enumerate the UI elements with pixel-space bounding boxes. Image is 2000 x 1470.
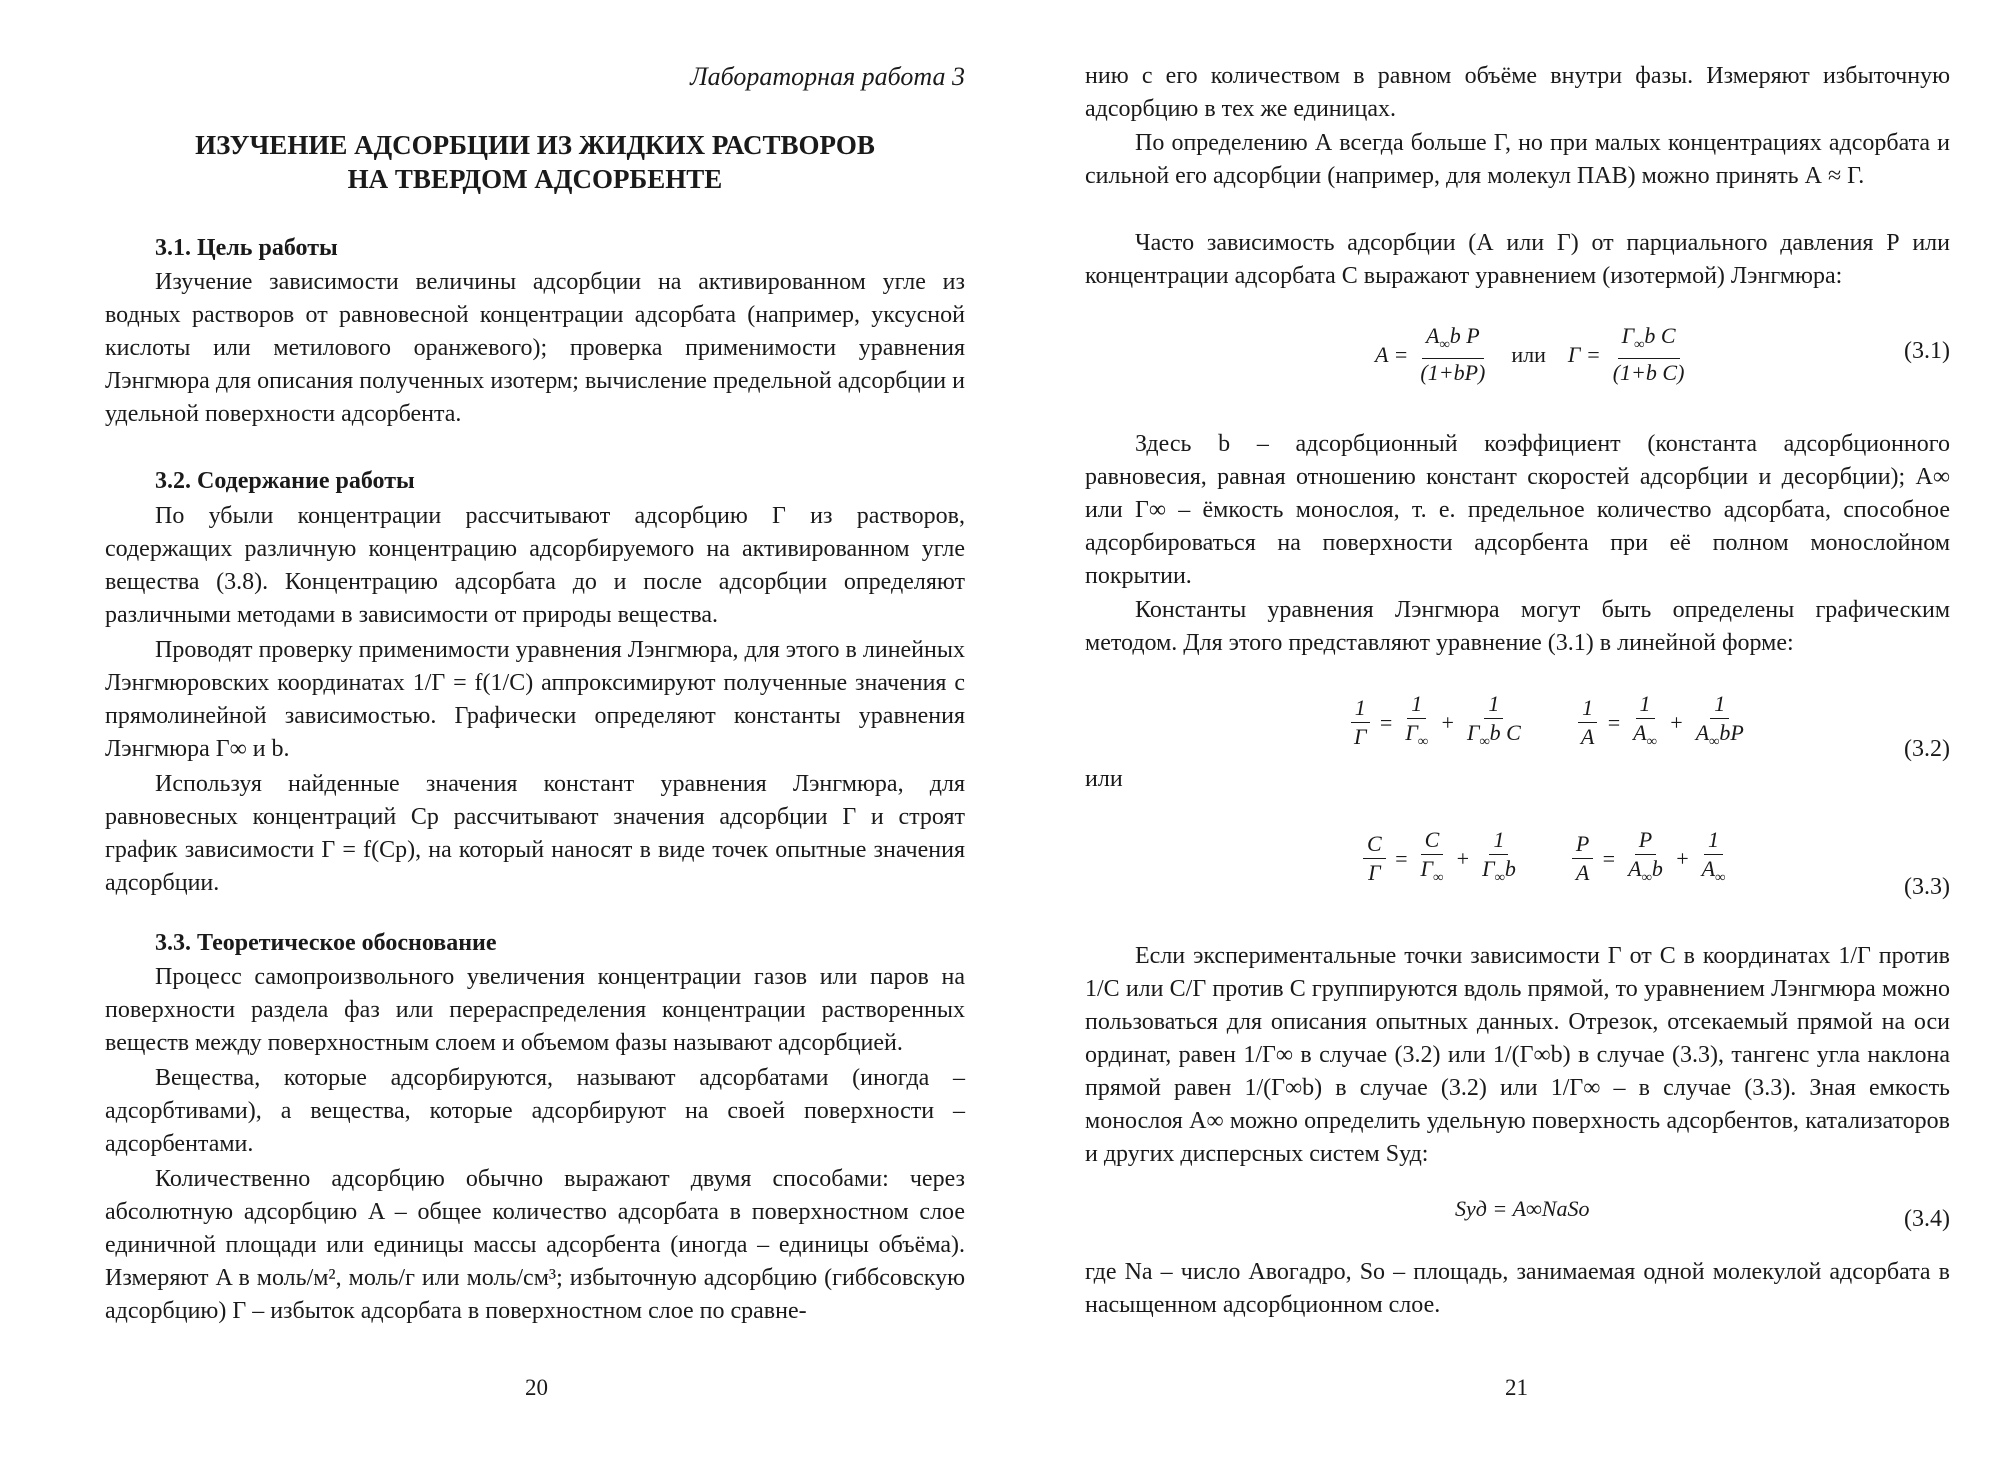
right-page	[1085, 0, 1950, 1470]
section-3-3-heading: 3.3. Теоретическое обоснование	[155, 930, 497, 956]
or-label: или	[1085, 766, 1123, 792]
title-line-1: ИЗУЧЕНИЕ АДСОРБЦИИ ИЗ ЖИДКИХ РАСТВОРОВ	[195, 130, 875, 160]
paragraph-avogadro: где Na – число Авогадро, So – площадь, занимаемая одной молекулой адсорбата в насыщенном адсорбционном слое.	[1085, 1259, 1950, 1318]
equation-number-3-2: (3.2)	[1904, 736, 1950, 762]
equation-number-3-1: (3.1)	[1904, 338, 1950, 364]
running-head: Лабораторная работа 3	[690, 62, 965, 91]
paragraph-coefficients: Здесь b – адсорбционный коэффициент (константа адсорбционного равновесия, равная отношению констант скоростей адсорбции и десорбции); A∞ или Г∞ – ёмкость монослоя, т. е. предельное количество адсорбата, способное адсорбироваться на поверхности адсорбента при её полном монослойном покрытии.	[1085, 431, 1950, 589]
paragraph-langmuir-intro: Часто зависимость адсорбции (А или Г) от парциального давления Р или концентрации адсорбата С выражают уравнением (изотермой) Лэнгмюра:	[1085, 230, 1950, 289]
chapter-title	[105, 128, 965, 196]
section-3-2-paragraph-2: Проводят проверку применимости уравнения Лэнгмюра, для этого в линейных Лэнгмюровских координатах 1/Г = f(1/C) аппроксимируют полученные значения с прямолинейной зависимостью. Графически определяют константы уравнения Лэнгмюра Г∞ и b.	[105, 637, 965, 762]
section-3-2-paragraph-1: По убыли концентрации рассчитывают адсорбцию Г из растворов, содержащих различную концентрацию адсорбируемого на активированном угле вещества (3.8). Концентрацию адсорбата до и после адсорбции определяют различными методами в зависимости от природы вещества.	[105, 503, 965, 628]
section-3-2-heading: 3.2. Содержание работы	[155, 468, 415, 494]
section-3-1-text: Изучение зависимости величины адсорбции на активированном угле из водных растворов от равновесной концентрации адсорбата (например, уксусной кислоты или метилового оранжевого); проверка применимости уравнения Лэнгмюра для описания полученных изотерм; вычисление предельной адсорбции и удельной поверхности адсорбента.	[105, 269, 965, 427]
left-page	[105, 0, 965, 1470]
page-number-left: 20	[525, 1375, 548, 1400]
equation-3-4: Sуд = A∞NaSo	[1455, 1196, 1590, 1221]
section-3-3-paragraph-2: Вещества, которые адсорбируются, называют адсорбатами (иногда – адсорбтивами), а вещества, которые адсорбируют на своей поверхности – адсорбентами.	[105, 1065, 965, 1157]
paragraph-interpretation: Если экспериментальные точки зависимости Г от C в координатах 1/Г против 1/C или C/Г против C группируются вдоль прямой, то уравнением Лэнгмюра можно пользоваться для описания опытных данных. Отрезок, отсекаемый прямой на оси ординат, равен 1/Г∞ в случае (3.2) или 1/(Г∞b) в случае (3.3), тангенс угла наклона прямой равен 1/(Г∞b) в случае (3.2) или 1/Г∞ – в случае (3.3). Зная емкость монослоя A∞ можно определить удельную поверхность адсорбентов, катализаторов и других дисперсных систем Sуд:	[1085, 943, 1950, 1167]
equation-3-2: $\frac{1}{Г}$ = $\frac{1}{Г_\infty}$ + $\frac{1}{Г_\infty b C}$ $\frac{1}{A}$ = $\frac{1}{A_\infty}$ + $\frac{1}{A_\infty bP}$	[1350, 690, 1748, 755]
section-3-3-paragraph-1: Процесс самопроизвольного увеличения концентрации газов или паров на поверхности раздела фаз или перераспределения концентрации растворенных веществ между поверхностным слоем и объемом фазы называют адсорбцией.	[105, 964, 965, 1056]
section-3-1-heading: 3.1. Цель работы	[155, 235, 338, 261]
paragraph-definition: По определению А всегда больше Г, но при малых концентрациях адсорбата и сильной его адсорбции (например, для молекул ПАВ) можно принять А ≈ Г.	[1085, 130, 1950, 189]
page-number-right: 21	[1505, 1375, 1528, 1400]
section-3-2-paragraph-3: Используя найденные значения констант уравнения Лэнгмюра, для равновесных концентраций Cp рассчитывают значения адсорбции Г и строят график зависимости Г = f(Cp), на который наносят в виде точек опытные значения адсорбции.	[105, 771, 965, 896]
equation-or: или	[1511, 341, 1546, 367]
paragraph-linear-form: Константы уравнения Лэнгмюра могут быть определены графическим методом. Для этого представляют уравнение (3.1) в линейной форме:	[1085, 597, 1950, 656]
equation-number-3-4: (3.4)	[1904, 1206, 1950, 1232]
equation-3-3: $\frac{C}{Г}$ = $\frac{C}{Г_\infty}$ + $\frac{1}{Г_\infty b}$ $\frac{P}{A}$ = $\frac{P}{A_\infty b}$ + $\frac{1}{A_\infty}$	[1363, 826, 1729, 891]
section-3-3-paragraph-3: Количественно адсорбцию обычно выражают двумя способами: через абсолютную адсорбцию A – общее количество адсорбата в поверхностном слое единичной площади или единицы массы адсорбента (иногда – единицы объёма). Измеряют A в моль/м², моль/г или моль/см³; избыточную адсорбцию (гиббсовскую адсорбцию) Г – избыток адсорбата в поверхностном слое по сравне-	[105, 1166, 965, 1324]
equation-3-1: A = $\frac{A_\infty b P}{(1+bP)}$ или Г = $\frac{Г_\infty b C}{\text{(1+b C)}}$	[1375, 323, 1685, 386]
paragraph-continuation: нию с его количеством в равном объёме внутри фазы. Измеряют избыточную адсорбцию в тех же единицах.	[1085, 63, 1950, 122]
title-line-2: НА ТВЕРДОМ АДСОРБЕНТЕ	[347, 164, 723, 194]
equation-number-3-3: (3.3)	[1904, 874, 1950, 900]
